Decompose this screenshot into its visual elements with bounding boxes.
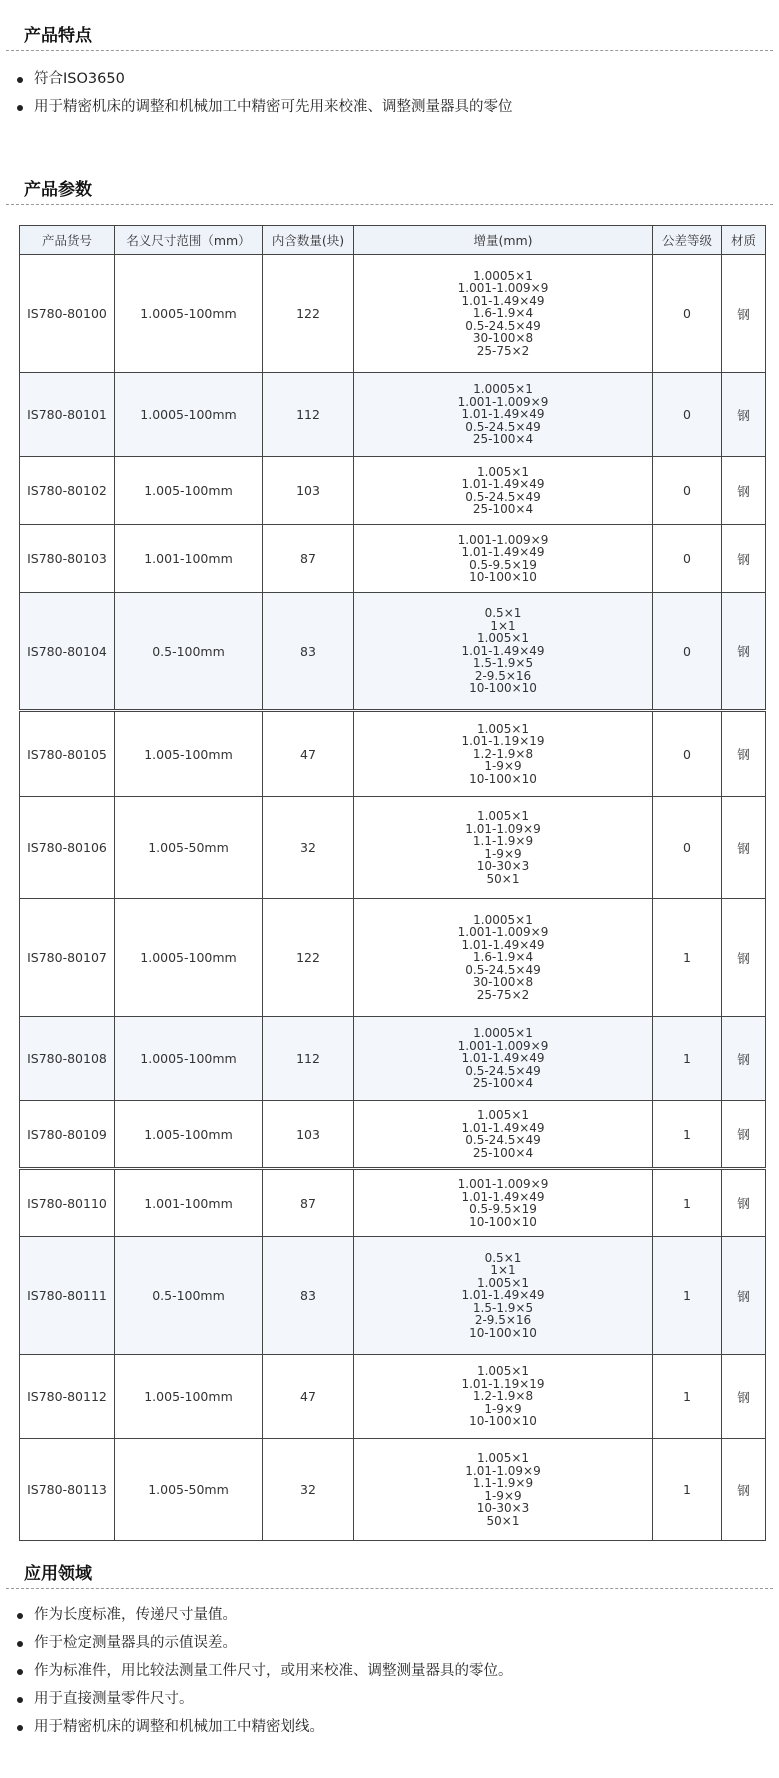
- grade-cell: 1: [653, 1355, 722, 1439]
- count-cell: 103: [263, 1101, 354, 1169]
- increment-cell: [354, 797, 653, 899]
- applications-divider: [6, 1588, 773, 1589]
- count-cell: 103: [263, 457, 354, 525]
- code-cell: IS780-80112: [20, 1355, 115, 1439]
- code-cell: IS780-80108: [20, 1017, 115, 1101]
- increment-cell: [354, 525, 653, 593]
- increment-line: 25-100×4: [472, 502, 534, 516]
- features-title: 产品特点: [24, 26, 92, 46]
- increment-line: 10-100×10: [469, 570, 537, 584]
- table-row: [20, 593, 766, 711]
- increment-line: 1.01-1.19×19: [461, 734, 545, 749]
- applications-item: 用于直接测量零件尺寸。: [14, 1685, 779, 1713]
- grade-cell: 1: [653, 1169, 722, 1237]
- increment-line: 1.001-1.009×9: [457, 1177, 549, 1191]
- increment-line: 1.001-1.009×9: [457, 532, 549, 547]
- count-cell: 32: [263, 1439, 354, 1541]
- increment-cell: [354, 1169, 653, 1237]
- increment-line: 50×1: [486, 1513, 520, 1528]
- code-cell: IS780-80104: [20, 593, 115, 711]
- range-cell: 1.005-100mm: [115, 711, 263, 797]
- material-cell: 钢: [722, 797, 766, 899]
- increment-line: 10-100×10: [469, 1414, 537, 1429]
- grade-cell: 0: [653, 797, 722, 899]
- increment-line: 1-9×9: [484, 1488, 522, 1503]
- grade-cell: 0: [653, 593, 722, 711]
- header-count: 内含数量(块): [263, 226, 354, 255]
- code-cell: IS780-80101: [20, 373, 115, 457]
- increment-line: 0.5×1: [484, 606, 522, 621]
- increment-line: 1.6-1.9×4: [472, 306, 534, 321]
- increment-line: 1.0005×1: [473, 912, 533, 927]
- table-row: [20, 1101, 766, 1169]
- header-range: 名义尺寸范围（mm）: [115, 226, 263, 255]
- increment-line: 10-100×10: [469, 1214, 537, 1229]
- grade-cell: 0: [653, 457, 722, 525]
- increment-line: 1.005×1: [476, 1108, 530, 1122]
- increment-line: 25-75×2: [476, 987, 530, 1002]
- increment-line: 30-100×8: [472, 331, 534, 346]
- increment-line: 1.005×1: [476, 464, 530, 479]
- increment-line: 1-9×9: [484, 1401, 522, 1416]
- increment-cell: [354, 457, 653, 525]
- increment-line: 1.0005×1: [473, 1026, 533, 1041]
- increment-line: 1.005×1: [476, 1364, 530, 1379]
- range-cell: 1.0005-100mm: [115, 373, 263, 457]
- table-body: [20, 255, 766, 1541]
- increment-line: 0.5-9.5×19: [469, 557, 537, 572]
- increment-line: 1.6-1.9×4: [472, 950, 534, 965]
- increment-line: 1.005×1: [476, 1451, 530, 1465]
- increment-line: 1.001-1.009×9: [457, 925, 549, 940]
- code-cell: IS780-80109: [20, 1101, 115, 1169]
- applications-list: [0, 1601, 779, 1741]
- table-row: [20, 797, 766, 899]
- range-cell: 1.005-100mm: [115, 1101, 263, 1169]
- features-divider: [6, 50, 773, 51]
- count-cell: 87: [263, 1169, 354, 1237]
- increment-line: 10-30×3: [476, 859, 530, 873]
- range-cell: 1.001-100mm: [115, 525, 263, 593]
- code-cell: IS780-80110: [20, 1169, 115, 1237]
- range-cell: 0.5-100mm: [115, 593, 263, 711]
- grade-cell: 1: [653, 1017, 722, 1101]
- features-section: [0, 22, 779, 121]
- params-section: [0, 176, 779, 1541]
- applications-section: [0, 1560, 779, 1741]
- material-cell: 钢: [722, 1101, 766, 1169]
- increment-line: 1.001-1.009×9: [457, 281, 549, 296]
- code-cell: IS780-80100: [20, 255, 115, 373]
- table-row: [20, 373, 766, 457]
- increment-line: 1-9×9: [484, 759, 522, 774]
- range-cell: 1.0005-100mm: [115, 1017, 263, 1101]
- count-cell: 32: [263, 797, 354, 899]
- increment-line: 0.5-24.5×49: [465, 962, 541, 977]
- increment-line: 1.005×1: [476, 721, 530, 736]
- features-item: 符合ISO3650: [14, 65, 779, 93]
- range-cell: 1.0005-100mm: [115, 899, 263, 1017]
- increment-line: 25-100×4: [472, 1076, 534, 1091]
- increment-line: 0.5-24.5×49: [465, 419, 541, 434]
- table-row: [20, 1439, 766, 1541]
- applications-item: 作为长度标准，传递尺寸量值。: [14, 1601, 779, 1629]
- material-cell: 钢: [722, 593, 766, 711]
- increment-line: 1.01-1.49×49: [461, 643, 545, 658]
- increment-cell: [354, 1439, 653, 1541]
- increment-line: 1.001-1.009×9: [457, 1038, 549, 1053]
- range-cell: 1.005-100mm: [115, 457, 263, 525]
- increment-cell: [354, 1101, 653, 1169]
- increment-line: 1.01-1.49×49: [461, 545, 545, 559]
- params-divider: [6, 204, 773, 205]
- increment-line: 0.5-24.5×49: [465, 1063, 541, 1078]
- increment-line: 1.01-1.49×49: [461, 293, 545, 308]
- increment-line: 1.01-1.49×49: [461, 1120, 545, 1135]
- count-cell: 122: [263, 899, 354, 1017]
- count-cell: 47: [263, 711, 354, 797]
- range-cell: 1.005-50mm: [115, 797, 263, 899]
- increment-cell: [354, 1237, 653, 1355]
- increment-line: 1×1: [490, 618, 516, 633]
- count-cell: 83: [263, 593, 354, 711]
- increment-line: 25-100×4: [472, 1145, 534, 1160]
- increment-line: 10-30×3: [476, 1501, 530, 1515]
- applications-item: 作于检定测量器具的示值误差。: [14, 1629, 779, 1657]
- table-row: [20, 1355, 766, 1439]
- increment-line: 1.01-1.49×49: [461, 1288, 545, 1303]
- increment-line: 1.01-1.49×49: [461, 1189, 545, 1204]
- code-cell: IS780-80113: [20, 1439, 115, 1541]
- header-material: 材质: [722, 226, 766, 255]
- increment-line: 1.01-1.09×9: [465, 821, 541, 836]
- increment-line: 0.5-24.5×49: [465, 489, 541, 504]
- increment-line: 1.0005×1: [473, 382, 533, 397]
- table-header-row: [20, 226, 766, 255]
- params-table: [19, 225, 766, 1541]
- count-cell: 112: [263, 1017, 354, 1101]
- material-cell: 钢: [722, 1439, 766, 1541]
- table-row: [20, 1017, 766, 1101]
- range-cell: 1.005-50mm: [115, 1439, 263, 1541]
- count-cell: 112: [263, 373, 354, 457]
- grade-cell: 0: [653, 255, 722, 373]
- material-cell: 钢: [722, 899, 766, 1017]
- increment-line: 1-9×9: [484, 846, 522, 861]
- increment-line: 1.1-1.9×9: [472, 1476, 534, 1490]
- grade-cell: 1: [653, 1237, 722, 1355]
- increment-line: 10-100×10: [469, 681, 537, 696]
- material-cell: 钢: [722, 457, 766, 525]
- increment-line: 0.5-24.5×49: [465, 318, 541, 333]
- material-cell: 钢: [722, 255, 766, 373]
- table-row: [20, 255, 766, 373]
- count-cell: 83: [263, 1237, 354, 1355]
- increment-line: 1.01-1.49×49: [461, 1051, 545, 1066]
- range-cell: 1.001-100mm: [115, 1169, 263, 1237]
- increment-line: 10-100×10: [469, 1325, 537, 1340]
- increment-line: 25-75×2: [476, 343, 530, 358]
- applications-title: 应用领域: [24, 1564, 92, 1584]
- material-cell: 钢: [722, 1355, 766, 1439]
- increment-line: 1.005×1: [476, 631, 530, 646]
- count-cell: 87: [263, 525, 354, 593]
- increment-line: 1.1-1.9×9: [472, 834, 534, 848]
- increment-line: 1.0005×1: [473, 268, 533, 283]
- increment-line: 1.01-1.09×9: [465, 1463, 541, 1478]
- table-row: [20, 899, 766, 1017]
- grade-cell: 0: [653, 373, 722, 457]
- material-cell: 钢: [722, 525, 766, 593]
- increment-line: 0.5×1: [484, 1250, 522, 1265]
- header-increment: 增量(mm): [354, 226, 653, 255]
- increment-cell: [354, 373, 653, 457]
- increment-line: 25-100×4: [472, 432, 534, 447]
- increment-line: 1.2-1.9×8: [472, 746, 534, 761]
- increment-line: 1.5-1.9×5: [472, 1300, 534, 1315]
- increment-line: 1.01-1.49×49: [461, 477, 545, 491]
- grade-cell: 1: [653, 899, 722, 1017]
- increment-line: 2-9.5×16: [474, 668, 532, 683]
- table-row: [20, 711, 766, 797]
- table-row: [20, 1169, 766, 1237]
- applications-item: 用于精密机床的调整和机械加工中精密划线。: [14, 1713, 779, 1741]
- increment-line: 1.01-1.19×19: [461, 1376, 545, 1391]
- increment-line: 50×1: [486, 871, 520, 886]
- increment-cell: [354, 899, 653, 1017]
- increment-line: 2-9.5×16: [474, 1313, 532, 1328]
- material-cell: 钢: [722, 373, 766, 457]
- table-row: [20, 1237, 766, 1355]
- applications-item: 作为标准件，用比较法测量工件尺寸，或用来校准、调整测量器具的零位。: [14, 1657, 779, 1685]
- increment-cell: [354, 1017, 653, 1101]
- grade-cell: 0: [653, 711, 722, 797]
- increment-cell: [354, 711, 653, 797]
- increment-line: 0.5-9.5×19: [469, 1202, 537, 1216]
- increment-line: 0.5-24.5×49: [465, 1133, 541, 1147]
- increment-line: 1.005×1: [476, 1275, 530, 1290]
- increment-line: 1.005×1: [476, 809, 530, 823]
- grade-cell: 0: [653, 525, 722, 593]
- material-cell: 钢: [722, 1237, 766, 1355]
- increment-line: 30-100×8: [472, 975, 534, 990]
- increment-cell: [354, 593, 653, 711]
- table-row: [20, 457, 766, 525]
- code-cell: IS780-80102: [20, 457, 115, 525]
- header-grade: 公差等级: [653, 226, 722, 255]
- header-code: 产品货号: [20, 226, 115, 255]
- increment-cell: [354, 1355, 653, 1439]
- grade-cell: 1: [653, 1101, 722, 1169]
- range-cell: 0.5-100mm: [115, 1237, 263, 1355]
- material-cell: 钢: [722, 711, 766, 797]
- increment-line: 1.001-1.009×9: [457, 394, 549, 409]
- count-cell: 122: [263, 255, 354, 373]
- features-item: 用于精密机床的调整和机械加工中精密可先用来校准、调整测量器具的零位: [14, 93, 779, 121]
- range-cell: 1.005-100mm: [115, 1355, 263, 1439]
- params-title: 产品参数: [24, 180, 92, 200]
- increment-line: 1×1: [490, 1263, 516, 1278]
- code-cell: IS780-80106: [20, 797, 115, 899]
- grade-cell: 1: [653, 1439, 722, 1541]
- count-cell: 47: [263, 1355, 354, 1439]
- material-cell: 钢: [722, 1017, 766, 1101]
- increment-line: 10-100×10: [469, 771, 537, 786]
- increment-line: 1.5-1.9×5: [472, 656, 534, 671]
- table-row: [20, 525, 766, 593]
- increment-line: 1.01-1.49×49: [461, 407, 545, 422]
- increment-line: 1.01-1.49×49: [461, 937, 545, 952]
- code-cell: IS780-80103: [20, 525, 115, 593]
- code-cell: IS780-80111: [20, 1237, 115, 1355]
- material-cell: 钢: [722, 1169, 766, 1237]
- code-cell: IS780-80107: [20, 899, 115, 1017]
- increment-line: 1.2-1.9×8: [472, 1389, 534, 1404]
- code-cell: IS780-80105: [20, 711, 115, 797]
- range-cell: 1.0005-100mm: [115, 255, 263, 373]
- features-list: [0, 65, 779, 121]
- increment-cell: [354, 255, 653, 373]
